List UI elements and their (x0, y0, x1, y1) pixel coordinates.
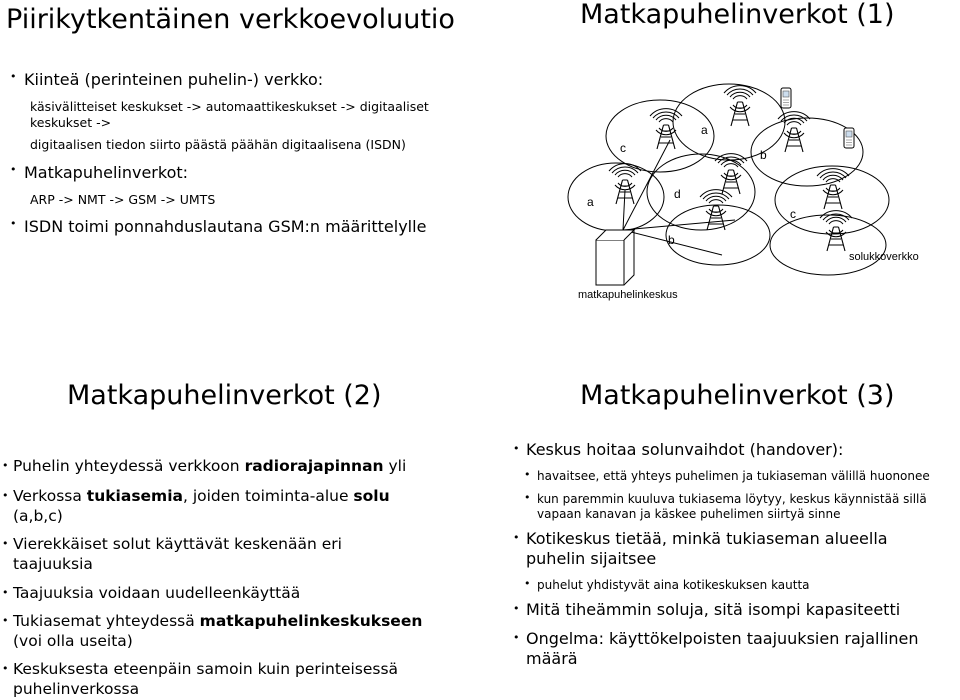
bullet-dot: • (513, 531, 520, 544)
bullet-dot: • (2, 614, 9, 627)
slide4-bullet-problem-cont: määrä (526, 649, 578, 668)
slide1-title: Piirikytkentäinen verkkoevoluutio (6, 4, 455, 35)
bullet-dot: • (2, 586, 9, 599)
slide4-bullet-home-switch-cont: puhelin sijaitsee (526, 549, 657, 568)
cell-label: a (587, 195, 594, 209)
slide3-item-base-stations: Verkossa tukiasemia, joiden toiminta-alue solu (13, 487, 390, 505)
slide3-item-onward-cont: puhelinverkossa (13, 680, 140, 698)
slide1-bullet-fixed-network: Kiinteä (perinteinen puhelin-) verkko: (24, 70, 324, 89)
bullet-dot: • (513, 602, 520, 615)
cell-ellipse (568, 163, 664, 231)
bullet-dot: • (524, 577, 531, 590)
mobile-phone-icon (844, 128, 854, 148)
cell-label: b (668, 233, 675, 247)
cell-label: d (674, 187, 681, 201)
bullet-dot: • (10, 70, 17, 83)
slide1-sub-isdn: digitaalisen tiedon siirto päästä päähän digitaalisena (ISDN) (30, 137, 406, 152)
cell-ellipse (666, 205, 770, 265)
slide4-sub-switch-channel-1: kun paremmin kuuluva tukiasema löytyy, keskus käynnistää sillä (537, 492, 927, 506)
mobile-switching-center (596, 230, 634, 285)
slide1-sub-switches-1: käsivälitteiset keskukset -> automaattikeskukset -> digitaaliset (30, 99, 429, 114)
slide1-bullet-mobile: Matkapuhelinverkot: (24, 163, 189, 182)
cell-label: c (620, 141, 626, 155)
slide4-sub-switch-channel-2: vapaan kanavan ja käskee puhelimen siirtyä sinne (537, 507, 841, 521)
slide3-item-switch: Tukiasemat yhteydessä matkapuhelinkeskukseen (13, 612, 423, 630)
slide1-sub-switches-2: keskukset -> (30, 115, 112, 130)
bullet-dot: • (2, 459, 9, 472)
slide1-bullet-isdn-gsm: ISDN toimi ponnahduslautana GSM:n määrittelylle (24, 217, 427, 236)
slide3-title: Matkapuhelinverkot (2) (67, 380, 382, 411)
slide3-item-switch-cont: (voi olla useita) (13, 632, 133, 650)
bullet-dot: • (10, 163, 17, 176)
bullet-dot: • (2, 489, 9, 502)
bullet-dot: • (524, 468, 531, 481)
slide3-item-frequencies: Vierekkäiset solut käyttävät keskenään eri (13, 535, 342, 553)
cell-label: a (701, 123, 708, 137)
bullet-dot: • (513, 442, 520, 455)
slide3-item-frequencies-cont: taajuuksia (13, 555, 93, 573)
slide3-item-reuse: Taajuuksia voidaan uudelleenkäyttää (13, 584, 301, 602)
slide4-bullet-handover: Keskus hoitaa solunvaihdot (handover): (526, 440, 844, 459)
mobile-phone-icon (781, 88, 791, 108)
cell-label: b (760, 148, 767, 162)
cell-ellipse (775, 166, 889, 234)
network-label: solukkoverkko (849, 251, 919, 263)
slide4-bullet-home-switch: Kotikeskus tietää, minkä tukiaseman alueella (526, 529, 888, 548)
bullet-dot: • (2, 537, 9, 550)
bullet-dot: • (524, 491, 531, 504)
base-station-tower (650, 109, 682, 149)
slide2-title: Matkapuhelinverkot (1) (580, 0, 895, 30)
cellular-network-diagram (560, 70, 960, 300)
base-station-tower (700, 190, 732, 230)
cell-label: c (790, 207, 796, 221)
bullet-dot: • (10, 217, 17, 230)
slide4-sub-detect: havaitsee, että yhteys puhelimen ja tukiaseman välillä huononee (537, 469, 930, 483)
slide4-sub-calls-routed: puhelut yhdistyvät aina kotikeskuksen kautta (537, 578, 810, 592)
slide3-item-base-stations-cont: (a,b,c) (13, 507, 63, 525)
base-station-tower (817, 169, 849, 209)
bullet-dot: • (513, 631, 520, 644)
cell-ellipse (770, 215, 886, 275)
cell-ellipse (673, 84, 785, 160)
switch-label: matkapuhelinkeskus (578, 289, 678, 301)
slide4-bullet-problem: Ongelma: käyttökelpoisten taajuuksien rajallinen (526, 629, 919, 648)
slide3-item-onward: Keskuksesta eteenpäin samoin kuin perinteisessä (13, 660, 399, 678)
base-station-tower (609, 164, 641, 204)
slide3-item-radio-interface: Puhelin yhteydessä verkkoon radiorajapinnan yli (13, 457, 407, 475)
base-station-tower (724, 86, 756, 126)
bullet-dot: • (2, 662, 9, 675)
slide1-sub-generations: ARP -> NMT -> GSM -> UMTS (30, 192, 216, 207)
slide4-title: Matkapuhelinverkot (3) (580, 380, 895, 411)
slide4-bullet-capacity: Mitä tiheämmin soluja, sitä isompi kapasiteetti (526, 600, 901, 619)
